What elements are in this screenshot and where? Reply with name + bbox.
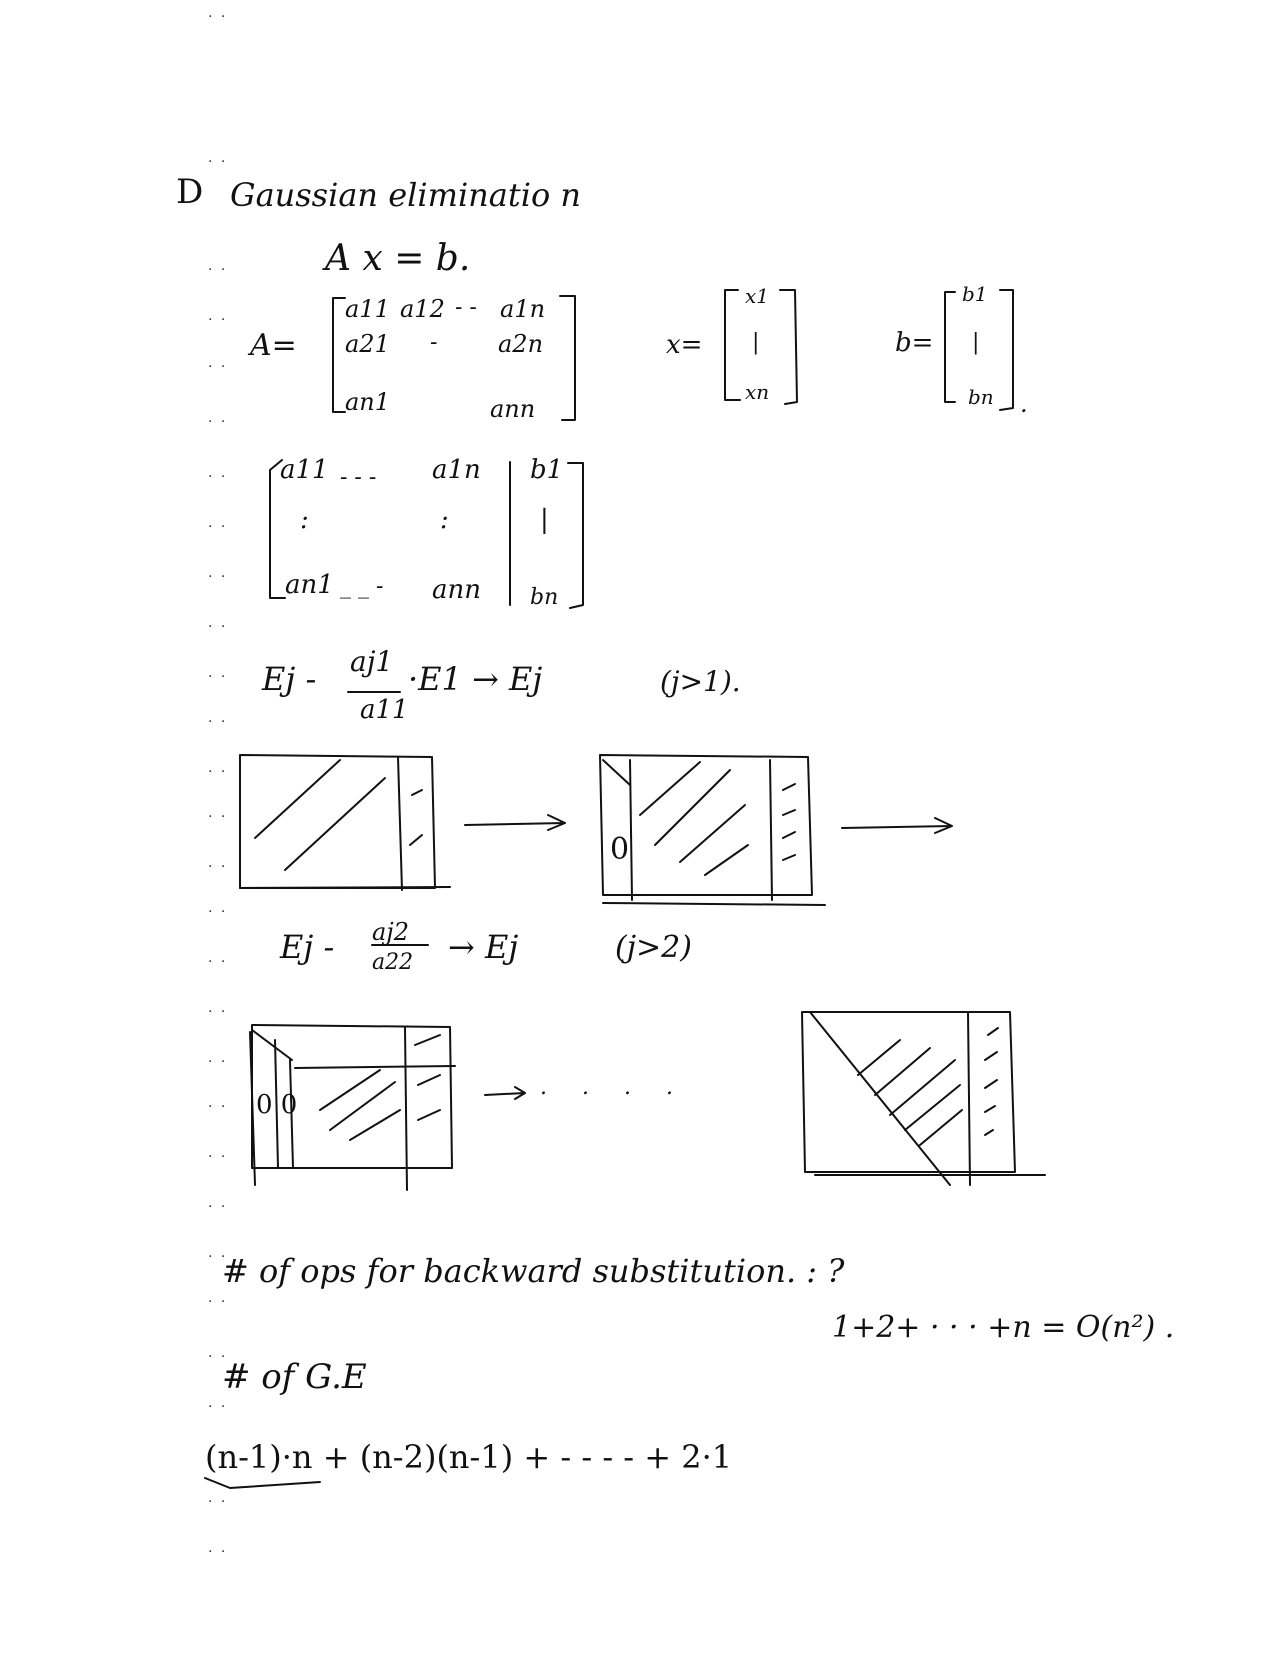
margin-dots: . . [208,355,228,371]
augmented-right-bracket [568,463,583,608]
margin-dots: . . [208,805,228,821]
margin-dots: . . [208,855,228,871]
row-op-1-rhs: ·E1 → Ej [408,660,543,698]
row-op-1-condition: (j>1). [660,665,741,698]
margin-dots: . . [208,5,228,21]
vector-b-label: b= [895,328,934,358]
margin-dots: . . [208,1290,228,1306]
margin-dots: . . [208,410,228,426]
arrow-right-icon [465,815,565,830]
vector-x-entry: | [752,330,760,355]
margin-dots: . . [208,465,228,481]
matrix-a-left-bracket [333,298,345,412]
matrix-sketch-upper-triangular [802,1012,1045,1185]
margin-dots: . . [208,710,228,726]
row-op-2-condition: (j>2) [615,930,692,965]
matrix-a-entry: - - [455,295,477,320]
arrow-right-icon [485,1087,525,1099]
row-op-1-numerator: aj1 [350,645,394,678]
margin-dots: . . [208,1000,228,1016]
matrix-a-right-bracket [560,296,575,420]
matrix-a-entry: - [430,330,438,355]
section-title: Gaussian eliminatio n [230,176,581,214]
margin-dots: . . [208,1345,228,1361]
matrix-a-entry: ann [490,395,536,423]
augmented-entry: _ _ - [340,574,384,599]
vector-x-right-bracket [780,290,797,404]
augmented-entry: b1 [530,455,564,485]
margin-dots: . . [208,760,228,776]
margin-dots: . . [208,1050,228,1066]
matrix-sketch-1 [240,755,450,890]
margin-dots: . . [208,615,228,631]
matrix-a-entry: a21 [345,330,390,358]
margin-dots: . . [208,1095,228,1111]
matrix-a-entry: a11 [345,295,390,323]
vector-b-entry: bn [968,385,994,409]
augmented-entry: - - - [340,465,377,490]
margin-dots: . . [208,258,228,274]
augmented-entry: a1n [432,455,481,485]
row-op-2-rhs: → Ej [448,928,519,966]
augmented-entry: ann [432,575,481,605]
vector-x-entry: xn [745,380,770,404]
matrix-a-entry: a1n [500,295,546,323]
double-zero-label: 0 0 [256,1090,298,1120]
margin-dots: . . [208,308,228,324]
matrix-a-entry: a2n [498,330,544,358]
margin-dots: . . [208,1245,228,1261]
ge-ops-sum: (n-1)·n + (n-2)(n-1) + - - - - + 2·1 [205,1438,733,1476]
augmented-entry: | [540,505,549,535]
row-op-1-denominator: a11 [360,695,409,725]
augmented-entry: bn [530,585,559,610]
vector-b-entry: | [972,330,980,355]
vector-b-period: . [1020,390,1028,418]
backward-sub-question: # of ops for backward substitution. : ? [222,1252,845,1290]
linear-system-equation: A x = b. [325,238,471,279]
ge-ops-title: # of G.E [222,1357,367,1397]
row-op-2-numerator: aj2 [372,918,410,946]
matrix-a-entry: an1 [345,388,391,416]
ellipsis-dots: . . . . [540,1075,687,1100]
zero-column-label: 0 [610,832,630,867]
vector-x-entry: x1 [745,284,770,308]
vector-x-left-bracket [725,290,740,400]
row-op-2-lhs: Ej - [280,928,335,966]
vector-b-right-bracket [1000,290,1013,410]
vector-b-entry: b1 [962,282,988,306]
bullet-marker: D [176,172,204,212]
arrow-right-icon [842,818,952,833]
margin-dots: . . [208,1540,228,1556]
margin-dots: . . [208,665,228,681]
margin-dots: . . [208,1490,228,1506]
margin-dots: . . [208,515,228,531]
margin-dots: . . [208,1395,228,1411]
matrix-sketch-2 [600,755,825,905]
margin-dots: . . [208,150,228,166]
vector-b-left-bracket [945,292,955,402]
margin-dots: . . [208,900,228,916]
first-term-underline [205,1478,320,1488]
row-op-1-lhs: Ej - [262,660,317,698]
row-op-2-denominator: a22 [372,950,414,975]
augmented-entry: an1 [285,570,334,600]
matrix-a-entry: a12 [400,295,445,323]
augmented-entry: : [440,505,449,535]
matrix-a-label: A= [250,328,297,363]
vector-x-label: x= [666,330,703,360]
backward-sub-answer: 1+2+ · · · +n = O(n²) . [832,1310,1175,1345]
augmented-left-bracket [270,460,285,598]
margin-dots: . . [208,1195,228,1211]
margin-dots: . . [208,1145,228,1161]
margin-dots: . . [208,565,228,581]
matrix-sketch-3 [250,1025,455,1190]
augmented-entry: a11 [280,455,329,485]
augmented-entry: : [300,505,309,535]
margin-dots: . . [208,950,228,966]
